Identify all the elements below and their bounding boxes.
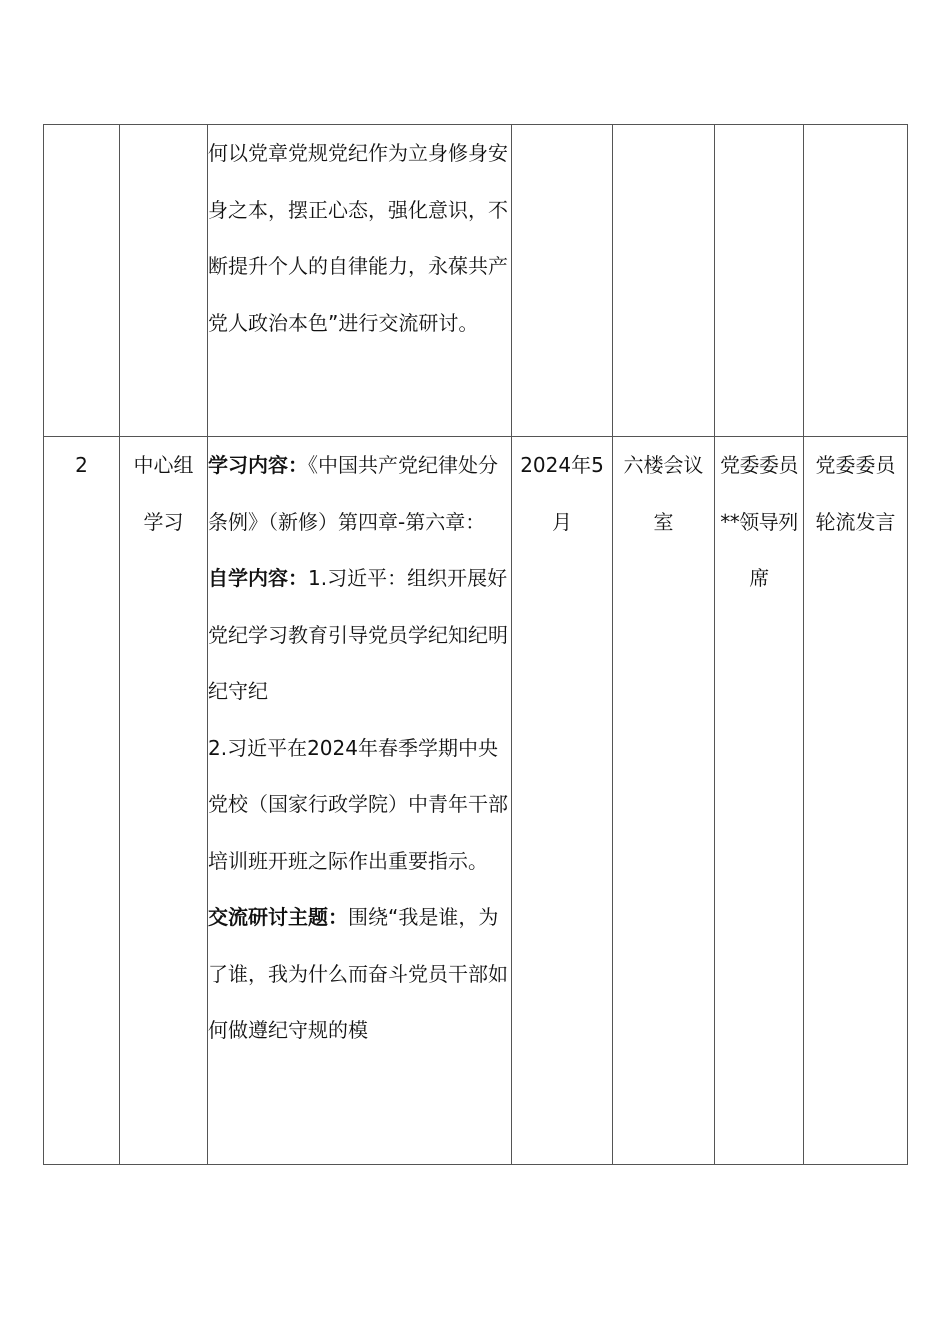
self-text-2: 2.习近平在2024年春季学期中央党校（国家行政学院）中青年干部培训班开班之际作出重要指示。 [208, 735, 508, 873]
self-text-1: 1.习近平：组织开展好党纪学习教育引导党员学纪知纪明纪守纪 [208, 566, 508, 703]
cell-type [120, 125, 208, 437]
cell-place: 六楼会议室 [613, 437, 715, 1165]
study-content [208, 437, 511, 550]
topic-text: 围绕“我是谁，为了谁，我为什么而奋斗党员干部如何做遵纪守规的模 [208, 905, 508, 1042]
table-row [44, 125, 908, 437]
cell-participants [715, 125, 804, 437]
study-text: 《中国共产党纪律处分条例》（新修）第四章-第六章： [208, 453, 498, 534]
cell-no: 2 [44, 437, 120, 1165]
topic-label: 交流研讨主题： [208, 905, 348, 929]
cell-content [208, 125, 512, 437]
cell-place [613, 125, 715, 437]
table-row [44, 437, 908, 1165]
content-text: 何以党章党规党纪作为立身修身安身之本，摆正心态，强化意识，不断提升个人的自律能力，永葆共产党人政治本色”进行交流研讨。 [208, 141, 508, 335]
cell-no [44, 125, 120, 437]
cell-form [804, 125, 908, 437]
cell-time [512, 125, 613, 437]
self-label: 自学内容： [208, 566, 308, 590]
topic-content [208, 889, 511, 1059]
self-study-content [208, 550, 511, 720]
cell-type: 中心组学习 [120, 437, 208, 1165]
study-label: 学习内容： [208, 453, 308, 477]
study-plan-table [43, 124, 908, 1165]
cell-time: 2024年5月 [512, 437, 613, 1165]
cell-form: 党委委员轮流发言 [804, 437, 908, 1165]
cell-participants: 党委委员**领导列席 [715, 437, 804, 1165]
cell-content [208, 437, 512, 1165]
